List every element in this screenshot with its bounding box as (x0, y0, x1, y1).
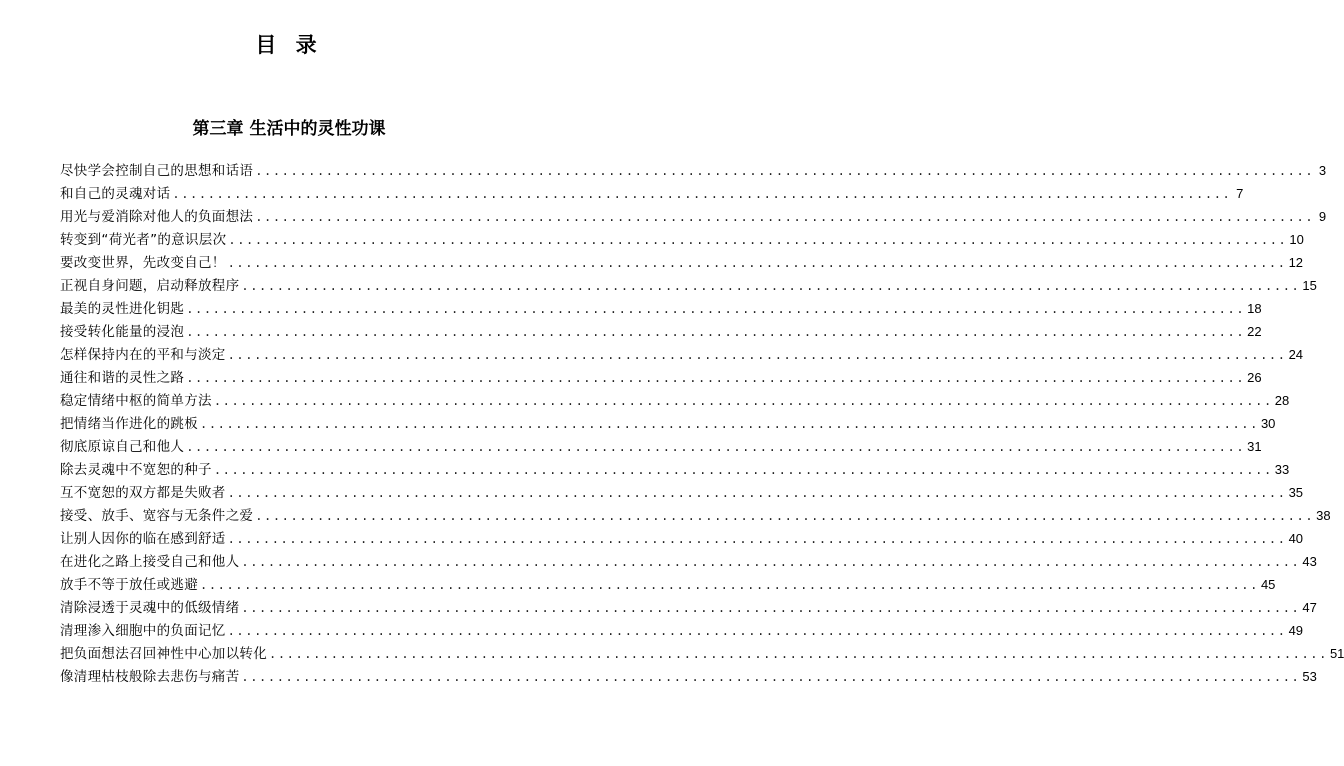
toc-entry[interactable] (60, 205, 1327, 228)
toc-entry-page-number: 31 (1247, 439, 1262, 454)
toc-entry-title: 转变到“荷光者”的意识层次 (60, 232, 227, 248)
toc-entry-page-number: 15 (1302, 278, 1317, 293)
toc-entry-page-number: 24 (1288, 347, 1304, 362)
toc-entry-page-number: 26 (1247, 370, 1262, 385)
toc-entry[interactable] (60, 550, 1317, 573)
toc-dot-leader: ........................................................................................................................ (255, 509, 1315, 523)
toc-entry-title: 要改变世界，先改变自己！ (60, 255, 226, 271)
toc-entry-title: 用光与爱消除对他人的负面想法 (60, 209, 254, 225)
toc-entry-title: 在进化之路上接受自己和他人 (60, 554, 240, 570)
toc-entry-title: 最美的灵性进化钥匙 (60, 301, 185, 317)
toc-entry-title: 彻底原谅自己和他人 (60, 439, 185, 455)
toc-entry-page-number: 7 (1236, 186, 1244, 201)
toc-entry[interactable] (60, 343, 1304, 366)
toc-entry-title: 和自己的灵魂对话 (60, 186, 171, 202)
toc-dot-leader: ........................................................................................................................ (227, 532, 1287, 546)
toc-entry-page-number: 33 (1274, 462, 1290, 477)
toc-entry[interactable] (60, 274, 1317, 297)
toc-entry-title: 接受、放手、宽容与无条件之爱 (60, 508, 254, 524)
toc-entry[interactable] (60, 596, 1317, 619)
toc-entry[interactable] (60, 481, 1304, 504)
toc-entry-page-number: 35 (1288, 485, 1304, 500)
toc-entry[interactable] (60, 159, 1327, 182)
toc-entry-page-number: 12 (1288, 255, 1304, 270)
toc-entry[interactable] (60, 228, 1304, 251)
toc-entry[interactable] (60, 297, 1262, 320)
toc-entry-page-number: 30 (1260, 416, 1276, 431)
table-of-contents (60, 159, 1344, 688)
page-title: 目 录 (255, 33, 323, 57)
toc-entry-title: 稳定情绪中枢的简单方法 (60, 393, 212, 409)
toc-entry-title: 怎样保持内在的平和与淡定 (60, 347, 226, 363)
toc-entry-title: 正视自身问题，启动释放程序 (60, 278, 240, 294)
toc-entry-title: 像清理枯枝般除去悲伤与痛苦 (60, 669, 240, 685)
toc-dot-leader: ........................................................................................................................ (213, 463, 1273, 477)
toc-dot-leader: ........................................................................................................................ (213, 394, 1273, 408)
toc-entry-page-number: 10 (1289, 232, 1304, 247)
toc-entry-title: 让别人因你的临在感到舒适 (60, 531, 226, 547)
toc-entry-page-number: 43 (1302, 554, 1317, 569)
toc-dot-leader: ........................................................................................................................ (241, 670, 1301, 684)
toc-dot-leader: ........................................................................................................................ (255, 210, 1315, 224)
toc-entry[interactable] (60, 389, 1290, 412)
toc-dot-leader: ........................................................................................................................ (186, 440, 1246, 454)
toc-entry-page-number: 49 (1288, 623, 1304, 638)
toc-entry-page-number: 28 (1274, 393, 1290, 408)
toc-entry[interactable] (60, 642, 1344, 665)
toc-entry[interactable] (60, 527, 1304, 550)
toc-entry-title: 放手不等于放任或逃避 (60, 577, 198, 593)
toc-entry[interactable] (60, 366, 1262, 389)
toc-entry-title: 互不宽恕的双方都是失败者 (60, 485, 226, 501)
toc-entry-page-number: 51 (1329, 646, 1344, 661)
toc-dot-leader: ........................................................................................................................ (186, 302, 1246, 316)
chapter-title: 第三章 生活中的灵性功课 (192, 119, 386, 139)
toc-dot-leader: ........................................................................................................................ (200, 417, 1259, 431)
toc-entry-page-number: 40 (1288, 531, 1304, 546)
toc-entry-title: 通往和谐的灵性之路 (60, 370, 185, 386)
toc-entry-title: 把情绪当作进化的跳板 (60, 416, 198, 432)
toc-entry[interactable] (60, 251, 1304, 274)
toc-entry-page-number: 9 (1318, 209, 1327, 224)
toc-dot-leader: ........................................................................................................................ (186, 325, 1246, 339)
toc-dot-leader: ........................................................................................................................ (269, 647, 1328, 661)
toc-dot-leader: ........................................................................................................................ (172, 187, 1232, 201)
toc-dot-leader: ........................................................................................................................ (241, 555, 1301, 569)
toc-entry[interactable] (60, 182, 1244, 205)
toc-entry-title: 把负面想法召回神性中心加以转化 (60, 646, 267, 662)
toc-entry-page-number: 3 (1318, 163, 1327, 178)
toc-entry[interactable] (60, 412, 1276, 435)
toc-entry-page-number: 47 (1302, 600, 1317, 615)
toc-dot-leader: ........................................................................................................................ (186, 371, 1246, 385)
toc-entry-title: 清除浸透于灵魂中的低级情绪 (60, 600, 240, 616)
toc-dot-leader: ........................................................................................................................ (227, 486, 1287, 500)
toc-dot-leader: ........................................................................................................................ (227, 348, 1287, 362)
toc-entry-page-number: 53 (1302, 669, 1317, 684)
toc-entry-page-number: 38 (1316, 508, 1331, 523)
toc-dot-leader: ........................................................................................................................ (227, 256, 1287, 270)
toc-entry-title: 尽快学会控制自己的思想和话语 (60, 163, 254, 179)
toc-entry[interactable] (60, 320, 1262, 343)
toc-entry[interactable] (60, 458, 1290, 481)
toc-entry[interactable] (60, 504, 1331, 527)
toc-dot-leader: ........................................................................................................................ (241, 601, 1301, 615)
toc-dot-leader: ........................................................................................................................ (255, 164, 1315, 178)
toc-dot-leader: ........................................................................................................................ (227, 624, 1287, 638)
toc-entry[interactable] (60, 573, 1276, 596)
toc-entry-title: 清理渗入细胞中的负面记忆 (60, 623, 226, 639)
toc-entry-page-number: 18 (1247, 301, 1262, 316)
toc-dot-leader: ........................................................................................................................ (241, 279, 1301, 293)
toc-entry-title: 除去灵魂中不宽恕的种子 (60, 462, 212, 478)
toc-entry-page-number: 22 (1247, 324, 1262, 339)
toc-entry-title: 接受转化能量的浸泡 (60, 324, 185, 340)
toc-entry[interactable] (60, 619, 1304, 642)
toc-dot-leader: ........................................................................................................................ (228, 233, 1288, 247)
toc-entry[interactable] (60, 665, 1317, 688)
toc-entry-page-number: 45 (1260, 577, 1276, 592)
toc-entry[interactable] (60, 435, 1262, 458)
toc-dot-leader: ........................................................................................................................ (200, 578, 1259, 592)
